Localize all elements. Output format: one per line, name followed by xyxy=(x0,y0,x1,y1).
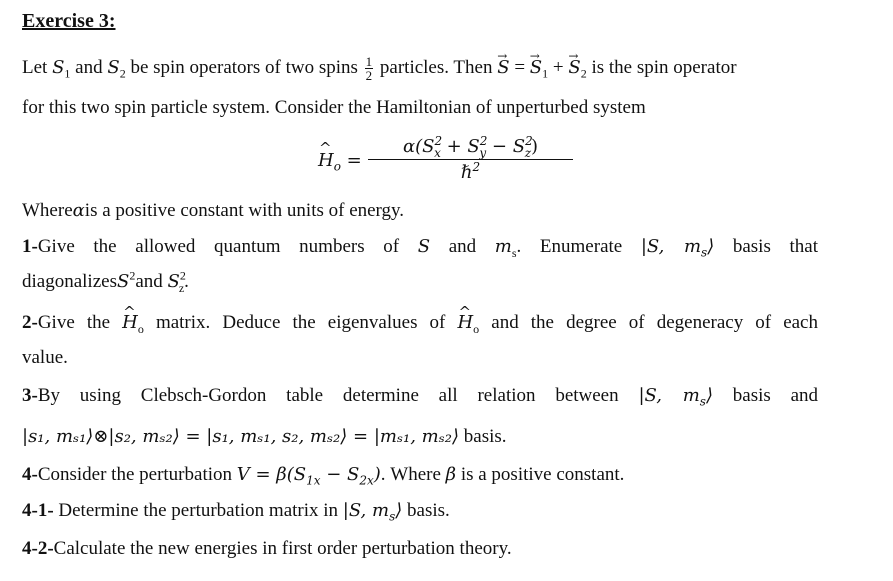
intro-line-2: for this two spin particle system. Consider the Hamiltonian of unperturbed system xyxy=(22,97,646,118)
question-1-line-1: 1-Give the allowed quantum numbers of S and $m_s$. Enumerate |S, $m_s⟩$ basis that xyxy=(22,236,818,260)
question-4-line: 4-Consider the perturbation $V = \beta(S_{1x} - S_{2x})$. Where β is a positive constant. xyxy=(22,464,625,488)
s2-symbol: S xyxy=(107,56,120,78)
question-4-2-line: 4-2-Calculate the new energies in first order perturbation theory. xyxy=(22,538,512,559)
hamiltonian-fraction xyxy=(368,136,573,183)
question-2-line-2: value. xyxy=(22,347,68,368)
ket-s-ms: |S, $m_s⟩$ xyxy=(638,385,713,409)
s1-symbol: S xyxy=(52,56,65,78)
question-1-line-2: diagonalizesS$^2$and $S^2_z$. xyxy=(22,268,189,295)
spin2-vector: → S xyxy=(568,56,580,80)
ket-s-ms: |S, $m_s⟩$ xyxy=(342,500,403,524)
question-3-line-1: 3-By using Clebsch-Gordon table determine all relation between |S, $m_s⟩$ basis and xyxy=(22,385,819,409)
where-line: Whereαis a positive constant with units of energy. xyxy=(22,200,405,221)
intro-line-1: Let $S_1$ and $S_2$ be spin operators of two spins $\frac{1}{2}$ particles. Then → S = → $S_1$ + → $S_2$ is the spin operator xyxy=(22,55,737,82)
ket-s-ms: |S, $m_s⟩$ xyxy=(640,236,715,260)
perturbation-equation: $V = \beta(S_{1x} - S_{2x})$ xyxy=(236,464,381,488)
tensor-product-equation: |s₁, mₛ₁⟩⊗|s₂, mₛ₂⟩ = |s₁, mₛ₁, s₂, mₛ₂⟩ = |mₛ₁, mₛ₂⟩ xyxy=(22,426,460,447)
alpha-symbol: α xyxy=(72,200,85,221)
question-3-line-2: |s₁, mₛ₁⟩⊗|s₂, mₛ₂⟩ = |s₁, mₛ₁, s₂, mₛ₂⟩ = |mₛ₁, mₛ₂⟩ basis. xyxy=(22,426,507,447)
hamiltonian-numerator: $\alpha(S^2_x + S^2_y - S^2_z)$ xyxy=(368,136,573,160)
total-spin-vector: → S xyxy=(497,56,509,80)
hamiltonian-denominator: ℏ$^2$ xyxy=(460,160,481,183)
exercise-title: Exercise 3: xyxy=(22,10,116,32)
spin1-vector: → S xyxy=(530,56,542,80)
question-2-line-1: 2-Give the ^ $H_o$ matrix. Deduce the eigenvalues of ^ $H_o$ and the degree of degeneracy of each xyxy=(22,311,818,335)
hamiltonian-lhs: ^ $H_o$ = xyxy=(318,150,362,171)
half-fraction: $\frac{1}{2}$ xyxy=(365,54,373,83)
question-4-1-line: 4-1- Determine the perturbation matrix in |S, $m_s⟩$ basis. xyxy=(22,500,450,524)
